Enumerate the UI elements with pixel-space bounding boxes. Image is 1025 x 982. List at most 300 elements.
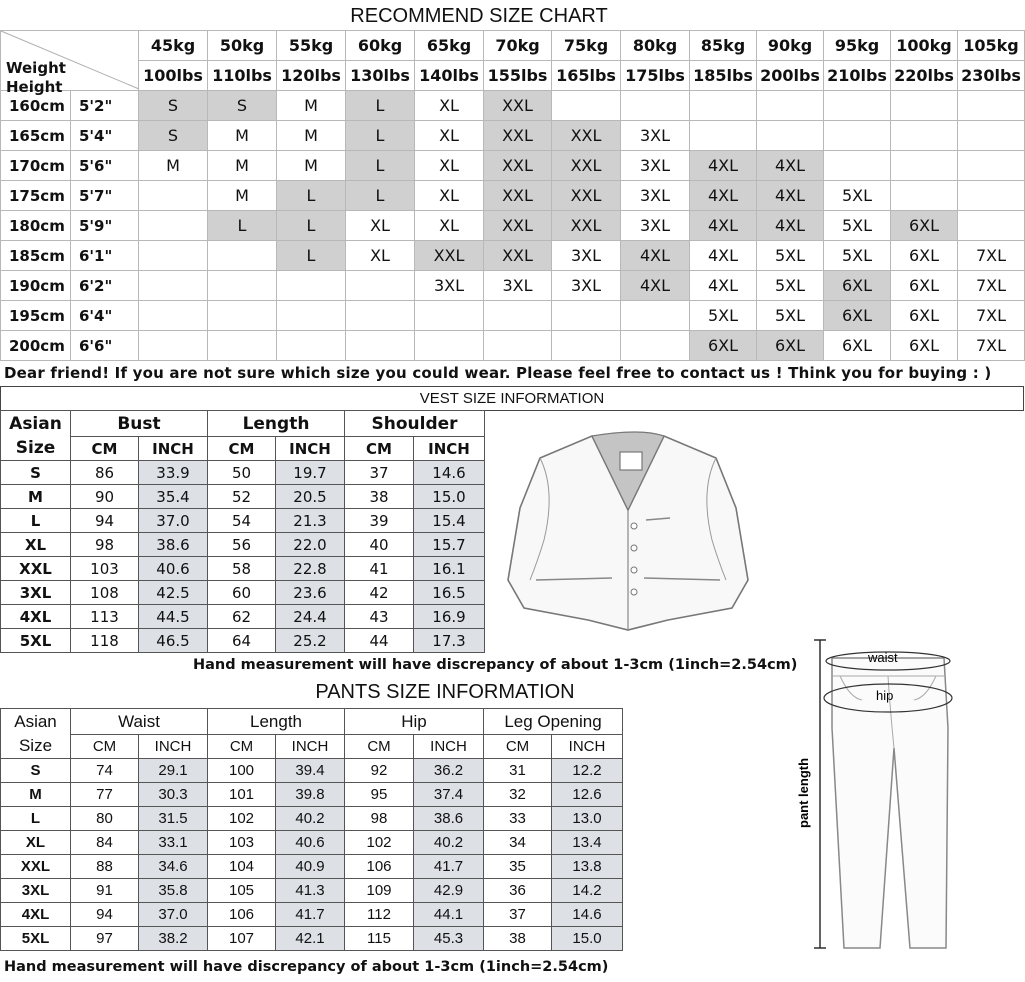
- cm-value: 37: [345, 461, 414, 485]
- size-cell: M: [277, 151, 346, 181]
- inch-value: 23.6: [276, 581, 345, 605]
- inch-value: 13.8: [552, 855, 623, 879]
- inch-value: 40.2: [276, 807, 345, 831]
- size-cell: XL: [346, 211, 415, 241]
- inch-value: 40.6: [276, 831, 345, 855]
- size-cell: [552, 301, 621, 331]
- size-cell: 4XL: [621, 271, 690, 301]
- size-cell: L: [346, 181, 415, 211]
- size-cell: 4XL: [690, 271, 757, 301]
- size-name: L: [1, 509, 71, 533]
- size-cell: XXL: [484, 241, 552, 271]
- size-name: 4XL: [1, 605, 71, 629]
- pant-length-label: pant length: [796, 757, 811, 828]
- size-label: Size: [18, 735, 53, 755]
- cm-value: 80: [71, 807, 139, 831]
- height-ft: 6'1": [71, 241, 139, 271]
- inch-value: 30.3: [139, 783, 208, 807]
- inch-header: INCH: [276, 735, 345, 759]
- inch-value: 36.2: [414, 759, 484, 783]
- height-ft: 6'6": [71, 331, 139, 361]
- inch-value: 19.7: [276, 461, 345, 485]
- table-row: [1, 855, 623, 879]
- table-row: [1, 807, 623, 831]
- inch-value: 41.7: [276, 903, 345, 927]
- cm-value: 74: [71, 759, 139, 783]
- size-cell: 7XL: [958, 331, 1025, 361]
- size-cell: L: [346, 121, 415, 151]
- size-cell: 6XL: [690, 331, 757, 361]
- size-cell: 7XL: [958, 241, 1025, 271]
- cm-header: CM: [345, 437, 414, 461]
- size-cell: XL: [415, 121, 484, 151]
- inch-value: 40.6: [139, 557, 208, 581]
- size-cell: [139, 331, 208, 361]
- inch-value: 37.0: [139, 509, 208, 533]
- inch-value: 35.8: [139, 879, 208, 903]
- cm-value: 62: [208, 605, 276, 629]
- height-cm: 195cm: [1, 301, 71, 331]
- size-cell: [139, 181, 208, 211]
- weight-kg-header: 95kg: [824, 31, 891, 61]
- inch-value: 42.1: [276, 927, 345, 951]
- cm-value: 42: [345, 581, 414, 605]
- inch-value: 16.9: [414, 605, 485, 629]
- table-row: [1, 605, 485, 629]
- size-cell: [346, 271, 415, 301]
- measure-group-header: Leg Opening: [484, 709, 623, 735]
- inch-value: 12.2: [552, 759, 623, 783]
- cm-value: 106: [345, 855, 414, 879]
- size-cell: M: [277, 91, 346, 121]
- weight-lbs-header: 120lbs: [277, 61, 346, 91]
- asian-size-header: [1, 411, 71, 461]
- vest-illustration: [500, 430, 756, 636]
- inch-value: 41.7: [414, 855, 484, 879]
- size-cell: [552, 91, 621, 121]
- size-cell: M: [208, 181, 277, 211]
- size-cell: [824, 151, 891, 181]
- size-cell: [415, 301, 484, 331]
- size-cell: 6XL: [891, 331, 958, 361]
- vest-size-heading: VEST SIZE INFORMATION: [0, 386, 1024, 411]
- cm-value: 112: [345, 903, 414, 927]
- cm-value: 84: [71, 831, 139, 855]
- inch-value: 42.9: [414, 879, 484, 903]
- cm-value: 31: [484, 759, 552, 783]
- size-cell: XXL: [484, 181, 552, 211]
- height-cm: 180cm: [1, 211, 71, 241]
- inch-value: 21.3: [276, 509, 345, 533]
- weight-lbs-header: 100lbs: [139, 61, 208, 91]
- cm-value: 95: [345, 783, 414, 807]
- weight-kg-header: 60kg: [346, 31, 415, 61]
- asian-label: Asian: [9, 413, 62, 434]
- size-cell: 5XL: [690, 301, 757, 331]
- size-cell: L: [277, 181, 346, 211]
- weight-kg-header: 105kg: [958, 31, 1025, 61]
- inch-value: 31.5: [139, 807, 208, 831]
- cm-header: CM: [71, 437, 139, 461]
- cm-value: 37: [484, 903, 552, 927]
- cm-header: CM: [208, 437, 276, 461]
- size-cell: 4XL: [757, 181, 824, 211]
- cm-value: 94: [71, 903, 139, 927]
- size-cell: 5XL: [757, 271, 824, 301]
- size-cell: 7XL: [958, 301, 1025, 331]
- height-ft: 5'6": [71, 151, 139, 181]
- size-cell: [757, 91, 824, 121]
- pants-size-title: PANTS SIZE INFORMATION: [315, 681, 575, 703]
- cm-header: CM: [345, 735, 414, 759]
- cm-value: 88: [71, 855, 139, 879]
- cm-value: 34: [484, 831, 552, 855]
- size-cell: XXL: [552, 151, 621, 181]
- size-cell: [891, 151, 958, 181]
- cm-value: 100: [208, 759, 276, 783]
- pants-illustration: [770, 628, 1024, 968]
- inch-header: INCH: [139, 735, 208, 759]
- size-cell: 5XL: [757, 241, 824, 271]
- asian-size-header: [1, 709, 71, 759]
- cm-value: 54: [208, 509, 276, 533]
- size-cell: L: [277, 211, 346, 241]
- size-cell: [621, 301, 690, 331]
- height-cm: 190cm: [1, 271, 71, 301]
- size-cell: XXL: [415, 241, 484, 271]
- size-cell: [621, 91, 690, 121]
- cm-value: 94: [71, 509, 139, 533]
- size-row: [1, 301, 1025, 331]
- size-cell: [139, 271, 208, 301]
- cm-value: 101: [208, 783, 276, 807]
- inch-value: 40.2: [414, 831, 484, 855]
- cm-value: 104: [208, 855, 276, 879]
- size-cell: [277, 271, 346, 301]
- size-row: [1, 271, 1025, 301]
- cm-value: 39: [345, 509, 414, 533]
- weight-kg-header: 90kg: [757, 31, 824, 61]
- weight-lbs-header: 220lbs: [891, 61, 958, 91]
- inch-value: 33.9: [139, 461, 208, 485]
- measure-group-header: Bust: [71, 411, 208, 437]
- cm-value: 113: [71, 605, 139, 629]
- inch-value: 16.5: [414, 581, 485, 605]
- inch-value: 44.1: [414, 903, 484, 927]
- cm-value: 115: [345, 927, 414, 951]
- inch-value: 22.0: [276, 533, 345, 557]
- inch-value: 38.6: [414, 807, 484, 831]
- cm-value: 36: [484, 879, 552, 903]
- size-cell: S: [139, 121, 208, 151]
- size-cell: 6XL: [824, 301, 891, 331]
- cm-value: 92: [345, 759, 414, 783]
- size-cell: 5XL: [824, 241, 891, 271]
- inch-value: 20.5: [276, 485, 345, 509]
- size-name: XL: [1, 533, 71, 557]
- size-cell: XXL: [552, 121, 621, 151]
- weight-kg-header: 65kg: [415, 31, 484, 61]
- size-cell: [958, 181, 1025, 211]
- inch-value: 40.9: [276, 855, 345, 879]
- size-cell: XL: [415, 91, 484, 121]
- size-cell: [208, 331, 277, 361]
- inch-value: 42.5: [139, 581, 208, 605]
- size-cell: 4XL: [690, 151, 757, 181]
- size-cell: XXL: [484, 121, 552, 151]
- cm-value: 98: [345, 807, 414, 831]
- cm-value: 60: [208, 581, 276, 605]
- vest-measurement-note: Hand measurement will have discrepancy of about 1-3cm (1inch=2.54cm): [193, 657, 798, 673]
- inch-value: 16.1: [414, 557, 485, 581]
- weight-lbs-header: 110lbs: [208, 61, 277, 91]
- size-cell: [208, 301, 277, 331]
- size-cell: 3XL: [621, 151, 690, 181]
- weight-lbs-header: 200lbs: [757, 61, 824, 91]
- cm-value: 103: [208, 831, 276, 855]
- weight-lbs-header: 185lbs: [690, 61, 757, 91]
- size-cell: XXL: [552, 181, 621, 211]
- size-name: 3XL: [1, 581, 71, 605]
- size-cell: [139, 241, 208, 271]
- size-cell: M: [208, 151, 277, 181]
- cm-value: 108: [71, 581, 139, 605]
- size-cell: [415, 331, 484, 361]
- cm-value: 91: [71, 879, 139, 903]
- size-cell: [139, 211, 208, 241]
- height-ft: 5'2": [71, 91, 139, 121]
- size-name: S: [1, 461, 71, 485]
- cm-value: 32: [484, 783, 552, 807]
- vest-size-table: [0, 410, 485, 653]
- cm-value: 58: [208, 557, 276, 581]
- size-cell: 4XL: [690, 241, 757, 271]
- weight-lbs-header: 130lbs: [346, 61, 415, 91]
- size-cell: L: [346, 91, 415, 121]
- size-cell: 3XL: [552, 271, 621, 301]
- inch-value: 38.6: [139, 533, 208, 557]
- height-cm: 160cm: [1, 91, 71, 121]
- size-cell: 3XL: [552, 241, 621, 271]
- size-cell: 3XL: [621, 181, 690, 211]
- cm-value: 43: [345, 605, 414, 629]
- size-cell: M: [277, 121, 346, 151]
- table-row: [1, 927, 623, 951]
- cm-value: 40: [345, 533, 414, 557]
- height-cm: 200cm: [1, 331, 71, 361]
- size-row: [1, 91, 1025, 121]
- cm-value: 52: [208, 485, 276, 509]
- size-cell: S: [208, 91, 277, 121]
- size-cell: L: [277, 241, 346, 271]
- inch-value: 33.1: [139, 831, 208, 855]
- inch-value: 45.3: [414, 927, 484, 951]
- hip-label: hip: [876, 688, 894, 703]
- size-cell: 6XL: [891, 211, 958, 241]
- size-cell: XL: [415, 151, 484, 181]
- size-name: M: [1, 485, 71, 509]
- cm-value: 106: [208, 903, 276, 927]
- size-row: [1, 331, 1025, 361]
- contact-note: Dear friend! If you are not sure which size you could wear. Please feel free to contact us ! Think you for buying : ): [4, 364, 992, 382]
- size-cell: [757, 121, 824, 151]
- table-row: [1, 533, 485, 557]
- size-name: XXL: [1, 557, 71, 581]
- size-cell: 3XL: [621, 121, 690, 151]
- size-cell: [690, 91, 757, 121]
- size-cell: 6XL: [891, 271, 958, 301]
- size-cell: 6XL: [824, 271, 891, 301]
- cm-value: 33: [484, 807, 552, 831]
- height-ft: 6'2": [71, 271, 139, 301]
- size-row: [1, 181, 1025, 211]
- table-row: [1, 879, 623, 903]
- inch-value: 15.4: [414, 509, 485, 533]
- weight-kg-header: 70kg: [484, 31, 552, 61]
- weight-kg-header: 100kg: [891, 31, 958, 61]
- size-cell: L: [208, 211, 277, 241]
- weight-kg-header: 80kg: [621, 31, 690, 61]
- size-cell: S: [139, 91, 208, 121]
- pants-size-table: [0, 708, 623, 951]
- table-row: [1, 557, 485, 581]
- size-cell: L: [346, 151, 415, 181]
- recommend-chart-title: RECOMMEND SIZE CHART: [350, 5, 608, 27]
- table-row: [1, 831, 623, 855]
- pants-measurement-note: Hand measurement will have discrepancy of about 1-3cm (1inch=2.54cm): [4, 959, 609, 975]
- size-name: 5XL: [1, 629, 71, 653]
- weight-lbs-header: 210lbs: [824, 61, 891, 91]
- cm-value: 35: [484, 855, 552, 879]
- cm-value: 64: [208, 629, 276, 653]
- size-cell: [484, 301, 552, 331]
- inch-value: 15.0: [552, 927, 623, 951]
- size-name: M: [1, 783, 71, 807]
- size-cell: XXL: [484, 211, 552, 241]
- inch-value: 13.4: [552, 831, 623, 855]
- height-label: Height: [6, 78, 63, 96]
- cm-value: 107: [208, 927, 276, 951]
- weight-kg-header: 85kg: [690, 31, 757, 61]
- inch-value: 25.2: [276, 629, 345, 653]
- size-cell: 3XL: [484, 271, 552, 301]
- size-cell: [958, 91, 1025, 121]
- inch-value: 17.3: [414, 629, 485, 653]
- cm-value: 41: [345, 557, 414, 581]
- size-cell: [690, 121, 757, 151]
- table-row: [1, 629, 485, 653]
- size-cell: [621, 331, 690, 361]
- size-cell: 3XL: [415, 271, 484, 301]
- size-cell: [277, 301, 346, 331]
- cm-value: 44: [345, 629, 414, 653]
- cm-value: 98: [71, 533, 139, 557]
- table-row: [1, 485, 485, 509]
- inch-value: 39.4: [276, 759, 345, 783]
- cm-header: CM: [208, 735, 276, 759]
- inch-value: 38.2: [139, 927, 208, 951]
- inch-header: INCH: [552, 735, 623, 759]
- size-cell: [958, 121, 1025, 151]
- inch-value: 13.0: [552, 807, 623, 831]
- size-cell: [552, 331, 621, 361]
- cm-value: 56: [208, 533, 276, 557]
- measure-group-header: Length: [208, 709, 345, 735]
- inch-header: INCH: [276, 437, 345, 461]
- size-cell: [208, 271, 277, 301]
- cm-header: CM: [71, 735, 139, 759]
- table-row: [1, 903, 623, 927]
- inch-value: 15.7: [414, 533, 485, 557]
- size-cell: 4XL: [690, 181, 757, 211]
- cm-value: 38: [484, 927, 552, 951]
- size-name: 5XL: [1, 927, 71, 951]
- weight-height-corner: [1, 31, 139, 96]
- size-cell: XXL: [484, 91, 552, 121]
- size-cell: [346, 301, 415, 331]
- size-cell: 6XL: [757, 331, 824, 361]
- cm-value: 86: [71, 461, 139, 485]
- size-name: S: [1, 759, 71, 783]
- inch-value: 14.6: [552, 903, 623, 927]
- size-cell: 7XL: [958, 271, 1025, 301]
- measure-group-header: Hip: [345, 709, 484, 735]
- inch-value: 22.8: [276, 557, 345, 581]
- size-cell: [277, 331, 346, 361]
- inch-value: 14.6: [414, 461, 485, 485]
- inch-value: 14.2: [552, 879, 623, 903]
- measure-group-header: Length: [208, 411, 345, 437]
- inch-header: INCH: [139, 437, 208, 461]
- size-cell: [346, 331, 415, 361]
- size-cell: [824, 121, 891, 151]
- size-name: L: [1, 807, 71, 831]
- size-row: [1, 151, 1025, 181]
- inch-value: 24.4: [276, 605, 345, 629]
- height-cm: 170cm: [1, 151, 71, 181]
- inch-value: 15.0: [414, 485, 485, 509]
- inch-value: 12.6: [552, 783, 623, 807]
- weight-lbs-header: 155lbs: [484, 61, 552, 91]
- size-row: [1, 241, 1025, 271]
- size-cell: [958, 211, 1025, 241]
- weight-kg-header: 55kg: [277, 31, 346, 61]
- size-cell: [824, 91, 891, 121]
- weight-lbs-header: 175lbs: [621, 61, 690, 91]
- size-cell: [139, 301, 208, 331]
- height-cm: 185cm: [1, 241, 71, 271]
- size-row: [1, 121, 1025, 151]
- size-cell: [891, 91, 958, 121]
- inch-value: 29.1: [139, 759, 208, 783]
- weight-kg-header: 75kg: [552, 31, 621, 61]
- measure-group-header: Shoulder: [345, 411, 485, 437]
- size-name: XL: [1, 831, 71, 855]
- cm-value: 109: [345, 879, 414, 903]
- weight-lbs-header: 230lbs: [958, 61, 1025, 91]
- cm-value: 102: [345, 831, 414, 855]
- size-cell: 6XL: [891, 241, 958, 271]
- inch-header: INCH: [414, 735, 484, 759]
- table-row: [1, 759, 623, 783]
- inch-value: 41.3: [276, 879, 345, 903]
- cm-value: 38: [345, 485, 414, 509]
- size-cell: [891, 121, 958, 151]
- size-cell: 4XL: [757, 151, 824, 181]
- cm-value: 103: [71, 557, 139, 581]
- cm-value: 105: [208, 879, 276, 903]
- height-cm: 175cm: [1, 181, 71, 211]
